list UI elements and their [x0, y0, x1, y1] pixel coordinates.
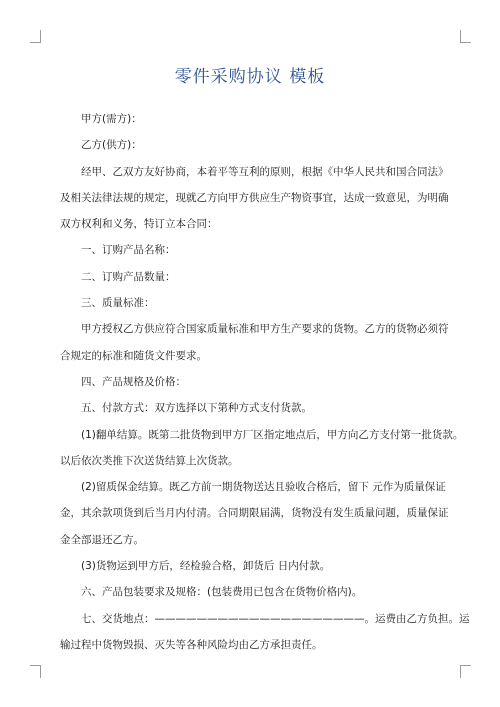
document-line: 甲方(需方)： — [81, 113, 142, 125]
document-line: 金全部退还乙方。 — [60, 533, 144, 546]
document-line: 金，其余款项货到后当月内付清。合同期限届满，货物没有发生质量问题，质量保证 — [60, 507, 449, 520]
document-line: 三、质量标准： — [81, 297, 155, 310]
page-corner-mark-top-left — [30, 30, 41, 43]
document-line: 五、付款方式：双方选择以下第种方式支付货款。 — [81, 402, 312, 415]
page-corner-mark-top-right — [460, 30, 471, 43]
document-line: 四、产品规格及价格： — [81, 375, 186, 388]
document-line: (1)翻单结算。既第二批货物到甲方厂区指定地点后，甲方向乙方支付第一批货款。 — [81, 428, 464, 441]
page-corner-mark-bottom-left — [30, 665, 41, 678]
document-line: 及相关法律法规的规定，现就乙方向甲方供应生产物资事宜，达成一致意见，为明确 — [60, 191, 449, 204]
document-line: 经甲、乙双方友好协商，本着平等互利的原则，根据《中华人民共和国合同法》 — [81, 165, 449, 178]
document-line: 以后依次类推下次送货结算上次货款。 — [60, 454, 239, 467]
document-line: 一、订购产品名称： — [81, 244, 176, 257]
document-line: 输过程中货物毁损、灭失等各种风险均由乙方承担责任。 — [60, 638, 323, 651]
document-line: 合规定的标准和随货文件要求。 — [60, 349, 207, 362]
document-line: 七、交货地点：————————————————————。运费由乙方负担。运 — [81, 612, 470, 625]
document-line: (2)留质保金结算。既乙方前一期货物送达且验收合格后，留下 元作为质量保证 — [81, 481, 446, 494]
page-corner-mark-bottom-right — [460, 665, 471, 678]
document-title: 零件采购协议 模板 — [174, 67, 326, 87]
document-line: 二、订购产品数量： — [81, 270, 176, 283]
document-line: 甲方授权乙方供应符合国家质量标准和甲方生产要求的货物。乙方的货物必须符 — [81, 323, 449, 336]
document-line: 乙方(供方)： — [81, 139, 142, 152]
document-line: 双方权利和义务，特订立本合同： — [60, 218, 218, 231]
document-line: 六、产品包装要求及规格：(包装费用已包含在货物价格内)。 — [81, 586, 363, 599]
document-line: (3)货物运到甲方后，经检验合格，卸货后 日内付款。 — [81, 560, 331, 573]
document-body — [60, 106, 470, 658]
